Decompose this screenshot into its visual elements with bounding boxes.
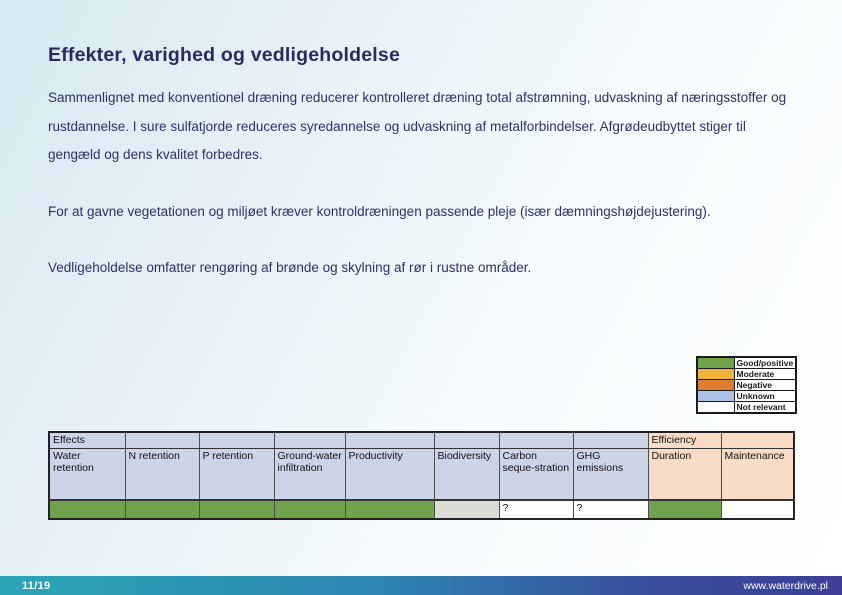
column-header-biodiversity: Biodiversity [434, 448, 499, 500]
legend-swatch-not-relevant [697, 402, 734, 414]
rating-row [49, 500, 794, 519]
group-header-row [49, 432, 794, 448]
group-header-cell [274, 432, 345, 448]
rating-cell-water-retention [49, 500, 125, 519]
effects-efficiency-table [48, 431, 795, 520]
paragraph-maintenance-need: For at gavne vegetationen og miljøet kræver kontroldræningen passende pleje (især dæmningshøjdejustering). [48, 203, 711, 219]
paragraph-effects: Sammenlignet med konventionel dræning reducerer kontrolleret dræning total afstrømning, udvaskning af næringsstoffer og rustdannelse. I sure sulfatjorde reduceres syredannelse og udvaskning af metalforbindelser. Afgrødeudbyttet stiger til gengæld og dens kvalitet forbedres. [48, 90, 787, 162]
column-header-carbon-sequestration: Carbon seque-stration [499, 448, 573, 500]
rating-cell-p-retention [199, 500, 274, 519]
legend-label-not-relevant: Not relevant [734, 402, 796, 414]
legend-swatch-unknown [697, 391, 734, 402]
legend-label-unknown: Unknown [734, 391, 796, 402]
group-header-cell [125, 432, 199, 448]
column-header-maintenance: Maintenance [721, 448, 794, 500]
rating-cell-maintenance [721, 500, 794, 519]
paragraph-maintenance-scope: Vedligeholdelse omfatter rengøring af brønde og skylning af rør i rustne områder. [48, 260, 532, 275]
group-header-cell [199, 432, 274, 448]
column-header-row [49, 448, 794, 500]
group-header-cell [721, 432, 794, 448]
rating-cell-n-retention [125, 500, 199, 519]
column-header-groundwater-infiltration: Ground-water infiltration [274, 448, 345, 500]
group-header-cell [345, 432, 434, 448]
group-header-cell [573, 432, 648, 448]
legend-row-negative [697, 380, 796, 391]
rating-cell-ghg-emissions: ? [573, 500, 648, 519]
legend-row-not-relevant [697, 402, 796, 414]
group-header-efficiency: Efficiency [648, 432, 721, 448]
column-header-water-retention: Water retention [49, 448, 125, 500]
website-url: www.waterdrive.pl [743, 579, 828, 592]
rating-cell-carbon-sequestration: ? [499, 500, 573, 519]
column-header-p-retention: P retention [199, 448, 274, 500]
legend-swatch-negative [697, 380, 734, 391]
group-header-effects: Effects [49, 432, 125, 448]
rating-cell-groundwater-infiltration [274, 500, 345, 519]
legend-row-moderate [697, 369, 796, 380]
legend-row-good [697, 357, 796, 369]
legend-row-unknown [697, 391, 796, 402]
legend-swatch-good [697, 357, 734, 369]
column-header-duration: Duration [648, 448, 721, 500]
legend-swatch-moderate [697, 369, 734, 380]
footer-bar [0, 576, 842, 595]
column-header-n-retention: N retention [125, 448, 199, 500]
column-header-ghg-emissions: GHG emissions [573, 448, 648, 500]
legend-label-moderate: Moderate [734, 369, 796, 380]
legend-label-negative: Negative [734, 380, 796, 391]
color-legend [696, 356, 797, 414]
legend-label-good: Good/positive [734, 357, 796, 369]
rating-cell-duration [648, 500, 721, 519]
slide-title: Effekter, varighed og vedligeholdelse [48, 44, 401, 66]
group-header-cell [434, 432, 499, 448]
slide-body [48, 84, 790, 311]
rating-cell-productivity [345, 500, 434, 519]
column-header-productivity: Productivity [345, 448, 434, 500]
rating-cell-biodiversity [434, 500, 499, 519]
page-number: 11/19 [22, 579, 51, 592]
group-header-cell [499, 432, 573, 448]
